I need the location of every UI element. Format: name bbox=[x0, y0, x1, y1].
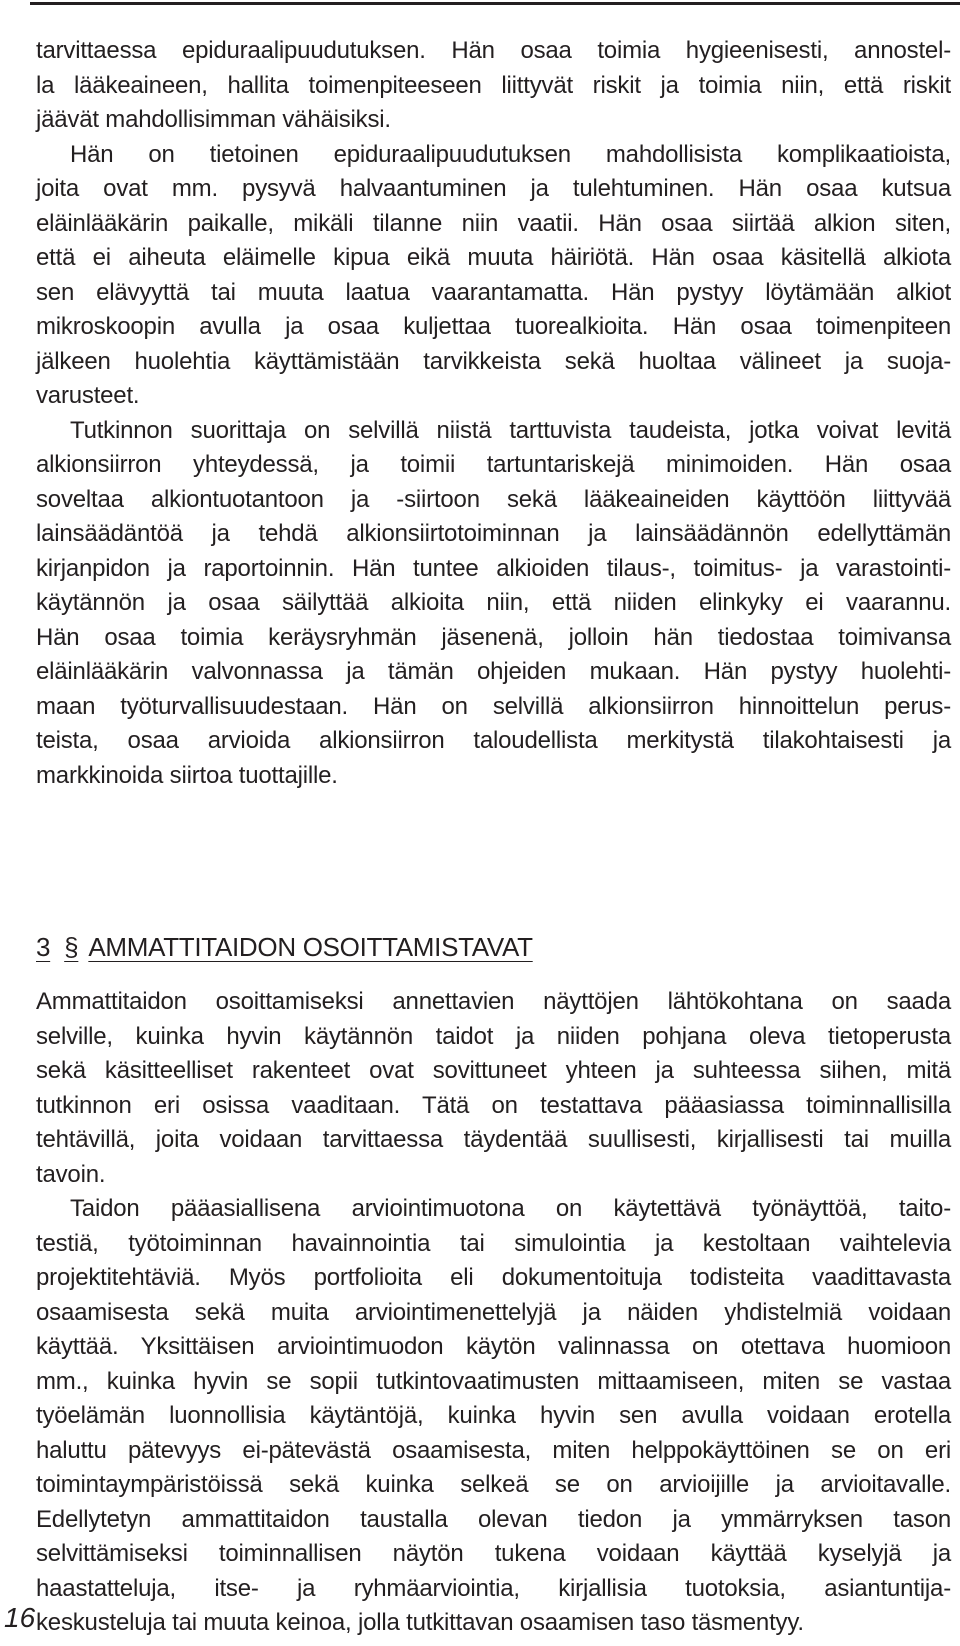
section-number: 3 bbox=[36, 932, 51, 962]
section-text bbox=[36, 985, 951, 1641]
text-line: Hän on tietoinen epiduraalipuudutuksen mahdollisista komplikaatioista, bbox=[70, 140, 951, 168]
text-line: toimintaympäristöissä sekä kuinka selkeä se on arvioijille ja arvioitavalle. bbox=[36, 1471, 951, 1498]
text-line: Taidon pääasiallisena arviointimuotona on käytettävä työnäyttöä, taito- bbox=[70, 1195, 951, 1222]
text-line: jälkeen huolehtia käyttämistään tarvikkeista sekä huoltaa välineet ja suoja- bbox=[36, 347, 951, 375]
text-line: Ammattitaidon osoittamiseksi annettavien näyttöjen lähtökohtana on saada bbox=[36, 988, 951, 1015]
section-heading bbox=[36, 929, 951, 965]
text-line: käytännön ja osaa säilyttää alkioita niin, että niiden elinkyky ei vaarannu. bbox=[36, 589, 951, 616]
section-spacer bbox=[36, 793, 951, 929]
text-line: testiä, työtoiminnan havainnointia tai simulointia ja kestoltaan vaihtelevia bbox=[36, 1229, 951, 1257]
section-symbol: § bbox=[64, 932, 79, 962]
text-line: keskusteluja tai muuta keinoa, jolla tutkittavan osaamisen taso täsmentyy. bbox=[36, 1609, 804, 1636]
page-number: 16 bbox=[4, 1602, 36, 1633]
text-line: osaamisesta sekä muita arviointimenettelyjä ja näiden yhdistelmiä voidaan bbox=[36, 1298, 951, 1326]
text-line: mikroskoopin avulla ja osaa kuljettaa tuorealkioita. Hän osaa toimenpiteen bbox=[36, 313, 951, 340]
text-line: Hän osaa toimia keräysryhmän jäsenenä, jolloin hän tiedostaa toimivansa bbox=[36, 623, 951, 651]
intro-text bbox=[36, 34, 951, 793]
text-line: jäävät mahdollisimman vähäisiksi. bbox=[36, 106, 391, 133]
text-line: selvittämiseksi toiminnallisen näytön tukena voidaan käyttää kyselyjä ja bbox=[36, 1540, 951, 1567]
text-line: soveltaa alkiontuotantoon ja -siirtoon sekä lääkeaineiden käyttöön liittyvää bbox=[36, 485, 951, 513]
text-line: la lääkeaineen, hallita toimenpiteeseen liittyvät riskit ja toimia niin, että riskit bbox=[36, 71, 951, 99]
text-line: tutkinnon eri osissa vaaditaan. Tätä on testattava pääasiassa toiminnallisilla bbox=[36, 1091, 951, 1119]
text-line: eläinlääkärin paikalle, mikäli tilanne niin vaatii. Hän osaa siirtää alkion siten, bbox=[36, 209, 951, 237]
text-line: työelämän luonnollisia käytäntöjä, kuinka hyvin sen avulla voidaan erotella bbox=[36, 1402, 951, 1429]
page-content bbox=[36, 34, 951, 1641]
text-line: eläinlääkärin valvonnassa ja tämän ohjeiden mukaan. Hän pystyy huolehti- bbox=[36, 658, 951, 685]
text-line: Edellytetyn ammattitaidon taustalla olevan tiedon ja ymmärryksen tason bbox=[36, 1505, 951, 1533]
text-line: selville, kuinka hyvin käytännön taidot ja niiden pohjana oleva tietoperusta bbox=[36, 1022, 951, 1050]
text-line: että ei aiheuta eläimelle kipua eikä muuta häiriötä. Hän osaa käsitellä alkiota bbox=[36, 244, 951, 271]
top-rule bbox=[30, 2, 960, 5]
section-title: AMMATTITAIDON OSOITTAMISTAVAT bbox=[88, 932, 533, 962]
text-line: teista, osaa arvioida alkionsiirron taloudellista merkitystä tilakohtaisesti ja bbox=[36, 727, 951, 754]
text-line: mm., kuinka hyvin se sopii tutkintovaatimusten mittaamiseen, miten se vastaa bbox=[36, 1367, 951, 1395]
text-line: sekä käsitteelliset rakenteet ovat sovittuneet yhteen ja suhteessa siihen, mitä bbox=[36, 1057, 951, 1084]
text-line: tavoin. bbox=[36, 1160, 106, 1188]
text-line: joita ovat mm. pysyvä halvaantuminen ja tulehtuminen. Hän osaa kutsua bbox=[36, 175, 951, 202]
text-line: projektitehtäviä. Myös portfolioita eli dokumentoituja todisteita vaadittavasta bbox=[36, 1264, 951, 1291]
text-line: alkionsiirron yhteydessä, ja toimii tartuntariskejä minimoiden. Hän osaa bbox=[36, 451, 951, 478]
text-line: maan työturvallisuudestaan. Hän on selvillä alkionsiirron hinnoittelun perus- bbox=[36, 692, 951, 720]
text-line: haastatteluja, itse- ja ryhmäarviointia, kirjallisia tuotoksia, asiantuntija- bbox=[36, 1574, 951, 1602]
text-line: varusteet. bbox=[36, 382, 140, 409]
text-line: markkinoida siirtoa tuottajille. bbox=[36, 761, 338, 789]
text-line: sen elävyyttä tai muuta laatua vaarantamatta. Hän pystyy löytämään alkiot bbox=[36, 278, 951, 306]
text-line: tarvittaessa epiduraalipuudutuksen. Hän osaa toimia hygieenisesti, annostel- bbox=[36, 37, 951, 64]
text-line: Tutkinnon suorittaja on selvillä niistä tarttuvista taudeista, jotka voivat levitä bbox=[70, 416, 951, 444]
text-line: kirjanpidon ja raportoinnin. Hän tuntee alkioiden tilaus-, toimitus- ja varastointi- bbox=[36, 554, 951, 582]
text-line: lainsäädäntöä ja tehdä alkionsiirtotoiminnan ja lainsäädännön edellyttämän bbox=[36, 520, 951, 547]
text-line: tehtävillä, joita voidaan tarvittaessa täydentää suullisesti, kirjallisesti tai muilla bbox=[36, 1126, 951, 1153]
text-line: haluttu pätevyys ei-pätevästä osaamisesta, miten helppokäyttöinen se on eri bbox=[36, 1436, 951, 1464]
text-line: käyttää. Yksittäisen arviointimuodon käytön valinnassa on otettava huomioon bbox=[36, 1333, 951, 1360]
